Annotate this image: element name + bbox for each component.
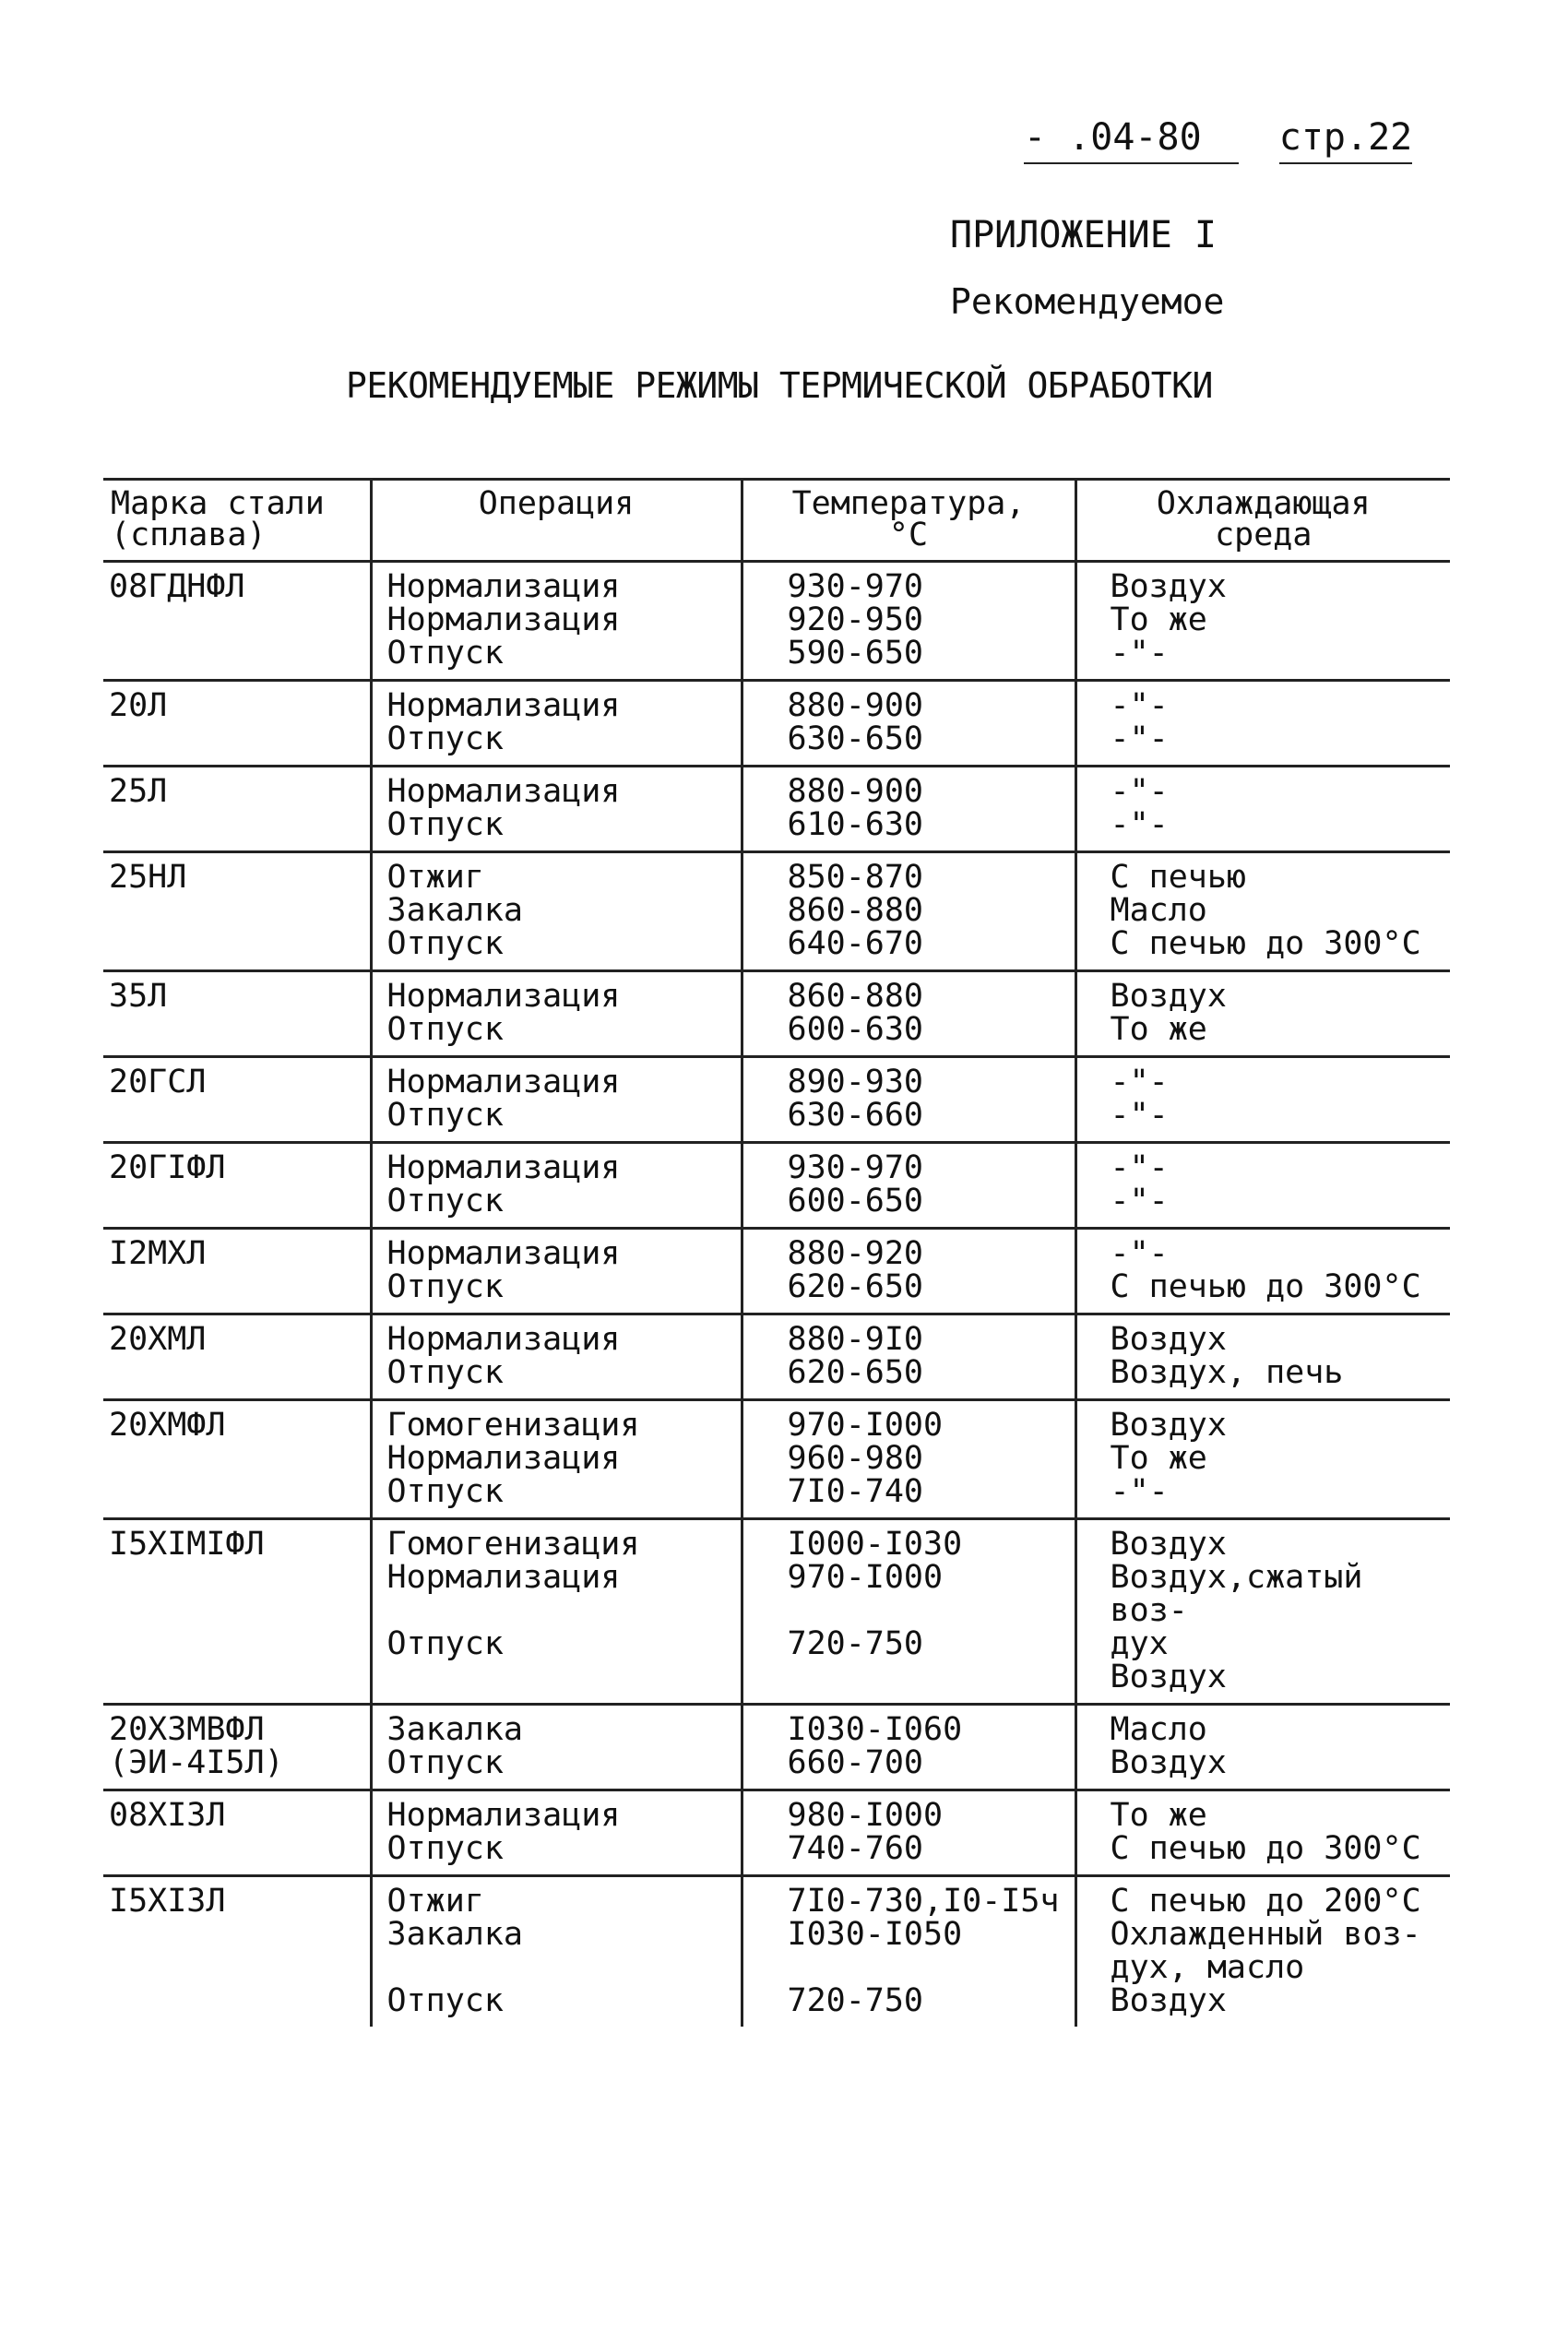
operation: Нормализация Отпуск — [371, 1229, 742, 1314]
document-code: - .04-80 — [1024, 116, 1239, 164]
table-row — [103, 852, 1450, 971]
page-number: стр.22 — [1279, 116, 1413, 164]
temperature: I000-I030 970-I000 720-750 — [742, 1519, 1075, 1705]
operation: Нормализация Отпуск — [371, 1057, 742, 1143]
table-row — [103, 1790, 1450, 1876]
table-row — [103, 1400, 1450, 1519]
page-header — [1024, 116, 1413, 164]
table-row — [103, 767, 1450, 852]
operation: Нормализация Отпуск — [371, 681, 742, 767]
table-row — [103, 1519, 1450, 1705]
temperature: 930-970 920-950 590-650 — [742, 562, 1075, 681]
steel-grade: 20Л — [103, 681, 371, 767]
steel-grade: 08ГДНФЛ — [103, 562, 371, 681]
operation: Нормализация Отпуск — [371, 1314, 742, 1400]
table-header-row — [103, 480, 1450, 562]
temperature: 890-930 630-660 — [742, 1057, 1075, 1143]
operation: Нормализация Отпуск — [371, 767, 742, 852]
steel-grade: 20ХМЛ — [103, 1314, 371, 1400]
cooling-medium: -"- -"- — [1075, 1143, 1450, 1229]
temperature: I030-I060 660-700 — [742, 1705, 1075, 1790]
steel-grade: I5ХI3Л — [109, 1883, 226, 1920]
temperature: 980-I000 740-760 — [742, 1790, 1075, 1876]
table-row — [103, 562, 1450, 681]
steel-grade: 20ГIФЛ — [103, 1143, 371, 1229]
cooling-medium: Воздух То же -"- — [1075, 562, 1450, 681]
operation: Гомогенизация Нормализация Отпуск — [371, 1519, 742, 1705]
operation: Закалка Отпуск — [371, 1705, 742, 1790]
operation: Нормализация Отпуск — [371, 1790, 742, 1876]
column-header-operation: Операция — [371, 480, 742, 562]
operation: Нормализация Отпуск — [371, 1143, 742, 1229]
temperature: 880-900 630-650 — [742, 681, 1075, 767]
table-row — [103, 1705, 1450, 1790]
temperature: 930-970 600-650 — [742, 1143, 1075, 1229]
cooling-medium: С печью до 200°С Охлажденный воз- дух, масло Воздух — [1075, 1876, 1450, 2028]
steel-grade: 20Х3МВФЛ (ЭИ-4I5Л) — [103, 1705, 371, 1790]
steel-grade: 20ХМФЛ — [103, 1400, 371, 1519]
document-title: РЕКОМЕНДУЕМЫЕ РЕЖИМЫ ТЕРМИЧЕСКОЙ ОБРАБОТКИ — [346, 365, 1213, 406]
table-row — [103, 1229, 1450, 1314]
steel-grade: 25Л — [103, 767, 371, 852]
appendix-title: ПРИЛОЖЕНИЕ I — [950, 214, 1217, 256]
table-row — [103, 971, 1450, 1057]
operation: Гомогенизация Нормализация Отпуск — [371, 1400, 742, 1519]
column-header-medium: Охлаждающая среда — [1075, 480, 1450, 562]
temperature: 7I0-730,I0-I5ч I030-I050 720-750 — [742, 1876, 1075, 2028]
cooling-medium: -"- С печью до 300°С — [1075, 1229, 1450, 1314]
cooling-medium: С печью Масло С печью до 300°С — [1075, 852, 1450, 971]
operation: Отжиг Закалка Отпуск — [371, 852, 742, 971]
appendix-status: Рекомендуемое — [950, 281, 1225, 322]
cooling-medium: -"- -"- — [1075, 681, 1450, 767]
table-row — [103, 1314, 1450, 1400]
steel-grade: 08ХI3Л — [103, 1790, 371, 1876]
cooling-medium: -"- -"- — [1075, 767, 1450, 852]
steel-grade: 35Л — [103, 971, 371, 1057]
table-row — [103, 1143, 1450, 1229]
steel-grade: 25НЛ — [103, 852, 371, 971]
steel-grade: 20ГСЛ — [103, 1057, 371, 1143]
cooling-medium: Воздух То же -"- — [1075, 1400, 1450, 1519]
steel-grade: I2МХЛ — [103, 1229, 371, 1314]
column-header-temperature: Температура, °С — [742, 480, 1075, 562]
cooling-medium: Масло Воздух — [1075, 1705, 1450, 1790]
operation: Нормализация Нормализация Отпуск — [371, 562, 742, 681]
table-row — [103, 1876, 1450, 2028]
table-row — [103, 1057, 1450, 1143]
temperature: 860-880 600-630 — [742, 971, 1075, 1057]
temperature: 880-920 620-650 — [742, 1229, 1075, 1314]
temperature: 970-I000 960-980 7I0-740 — [742, 1400, 1075, 1519]
cooling-medium: Воздух Воздух,сжатый воз- дух Воздух — [1075, 1519, 1450, 1705]
operation: Отжиг Закалка Отпуск — [371, 1876, 742, 2028]
temperature: 850-870 860-880 640-670 — [742, 852, 1075, 971]
heat-treatment-table — [103, 478, 1450, 2027]
cooling-medium: То же С печью до 300°С — [1075, 1790, 1450, 1876]
cooling-medium: Воздух Воздух, печь — [1075, 1314, 1450, 1400]
temperature: 880-9I0 620-650 — [742, 1314, 1075, 1400]
cooling-medium: -"- -"- — [1075, 1057, 1450, 1143]
steel-grade: I5ХIМIФЛ — [103, 1519, 371, 1705]
operation: Нормализация Отпуск — [371, 971, 742, 1057]
cooling-medium: Воздух То же — [1075, 971, 1450, 1057]
column-header-grade: Марка стали (сплава) — [103, 480, 371, 562]
temperature: 880-900 610-630 — [742, 767, 1075, 852]
table-row — [103, 681, 1450, 767]
